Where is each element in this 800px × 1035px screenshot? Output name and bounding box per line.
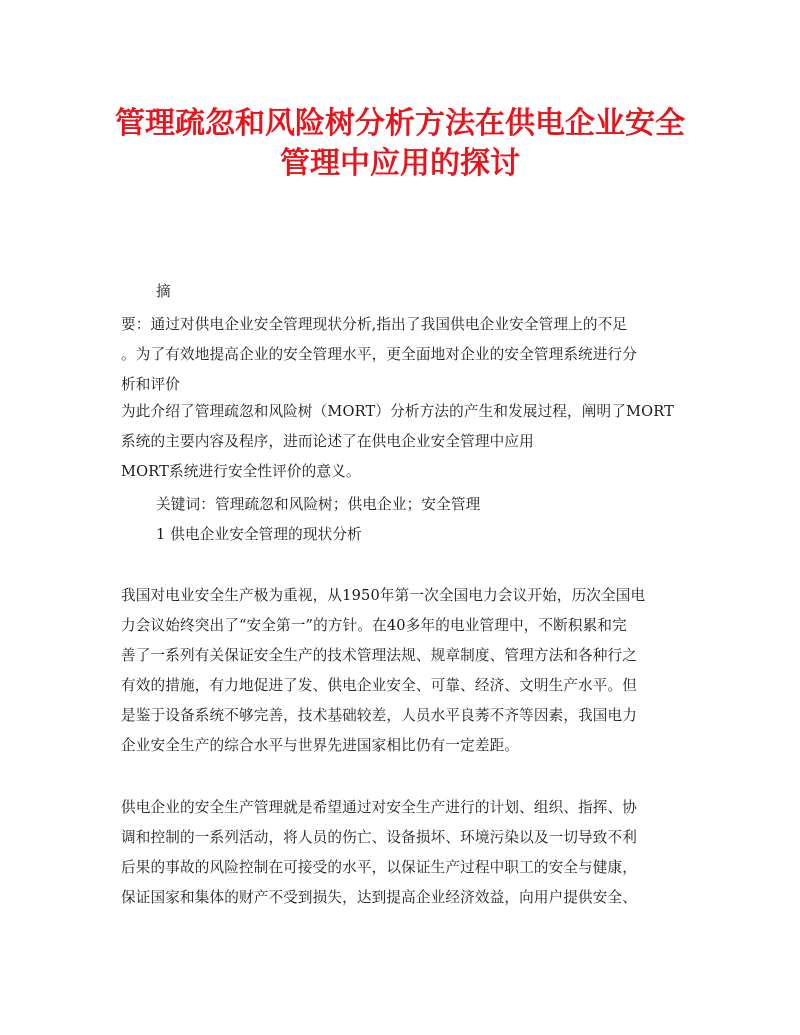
abstract-line: 要：通过对供电企业安全管理现状分析,指出了我国供电企业安全管理上的不足 [121,316,628,333]
paragraph-line: 力会议始终突出了“安全第一”的方针。在40多年的电业管理中，不断积累和完 [121,617,627,634]
paragraph-line: 供电企业的安全生产管理就是希望通过对安全生产进行的计划、组织、指挥、协 [121,799,638,816]
paragraph-line: 是鉴于设备系统不够完善，技术基础较差，人员水平良莠不齐等因素，我国电力 [121,707,638,724]
section-heading: 1 供电企业安全管理的现状分析 [156,526,362,543]
paragraph-line: 调和控制的一系列活动，将人员的伤亡、设备损坏、环境污染以及一切导致不利 [121,829,638,846]
abstract-line: MORT系统进行安全性评价的意义。 [121,463,361,480]
paragraph-line: 我国对电业安全生产极为重视，从1950年第一次全国电力会议开始，历次全国电 [121,587,646,604]
keywords: 关键词：管理疏忽和风险树；供电企业；安全管理 [156,496,481,513]
abstract-line: 系统的主要内容及程序，进而论述了在供电企业安全管理中应用 [121,433,534,450]
paragraph-line: 企业安全生产的综合水平与世界先进国家相比仍有一定差距。 [121,737,520,754]
paragraph-line: 有效的措施，有力地促进了发、供电企业安全、可靠、经济、文明生产水平。但 [121,677,638,694]
paragraph-line: 善了一系列有关保证安全生产的技术管理法规、规章制度、管理方法和各种行之 [121,647,638,664]
title-line-2: 管理中应用的探讨 [280,146,520,181]
title-line-1: 管理疏忽和风险树分析方法在供电企业安全 [115,106,685,141]
document-title [100,104,700,184]
abstract-line: 析和评价 [121,376,180,393]
abstract-line: 。为了有效地提高企业的安全管理水平，更全面地对企业的安全管理系统进行分 [121,346,638,363]
paragraph-line: 保证国家和集体的财产不受到损失，达到提高企业经济效益，向用户提供安全、 [121,889,638,906]
abstract-label: 摘 [156,283,171,300]
abstract-line: 为此介绍了管理疏忽和风险树（MORT）分析方法的产生和发展过程，阐明了MORT [121,403,675,420]
paragraph-line: 后果的事故的风险控制在可接受的水平，以保证生产过程中职工的安全与健康， [121,859,638,876]
